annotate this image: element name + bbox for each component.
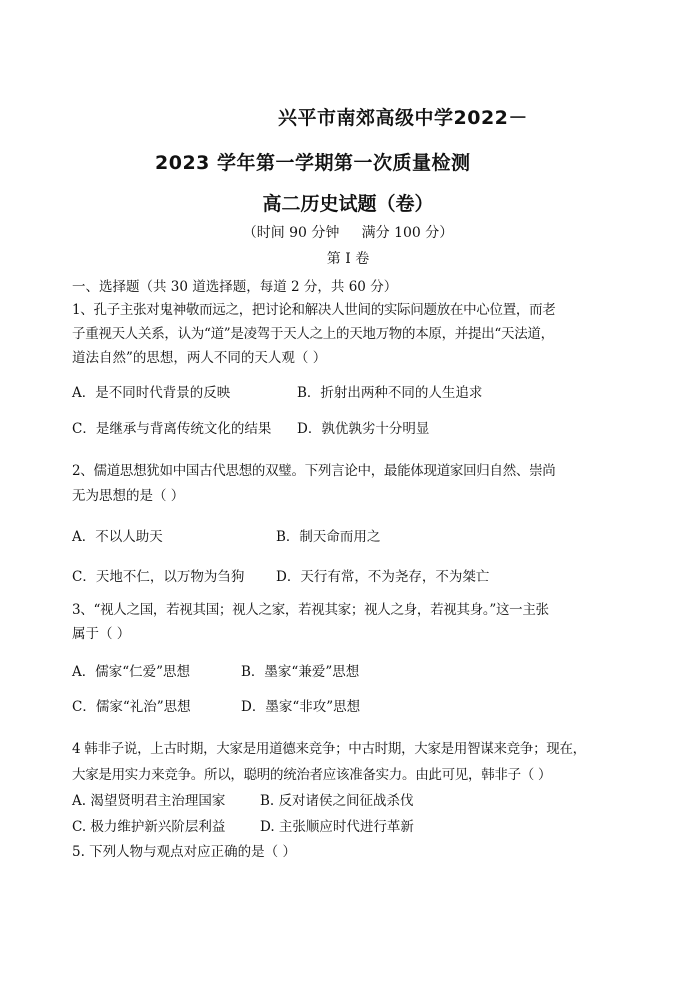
question-4-option-d: D. 主张顺应时代进行革新 [260,819,414,835]
question-4-option-c: C. 极力维护新兴阶层利益 [72,819,226,835]
question-1-option-c: C．是继承与背离传统文化的结果 [72,421,272,437]
question-2-line-2: 无为思想的是（ ） [72,488,185,504]
question-3-line-2: 属于（ ） [72,626,131,642]
question-5-line-1: 5. 下列人物与观点对应正确的是（ ） [72,844,296,860]
section-heading: 一、选择题（共 30 道选择题，每道 2 分，共 60 分） [72,279,398,295]
question-2-option-d: D．天行有常，不为尧存，不为桀亡 [276,569,490,585]
question-4-option-b: B. 反对诸侯之间征战杀伐 [260,793,414,809]
question-2-option-a: A．不以人助天 [72,529,163,545]
question-3-option-b: B．墨家“兼爱”思想 [241,664,360,680]
question-1-line-1: 1、孔子主张对鬼神敬而远之，把讨论和解决人世间的实际问题放在中心位置，而老 [72,302,556,318]
question-4-line-2: 大家是用实力来竞争。所以，聪明的统治者应该准备实力。由此可见，韩非子（ ） [72,767,552,783]
question-2-option-b: B．制天命而用之 [276,529,381,545]
question-3-option-d: D．墨家“非攻”思想 [241,699,361,715]
volume-label: 第 I 卷 [326,251,370,267]
page-title-line3: 高二历史试题（卷） [262,193,434,215]
question-3-line-1: 3、“视人之国，若视其国；视人之家，若视其家；视人之身，若视其身。”这一主张 [72,602,549,618]
question-1-option-d: D．孰优孰劣十分明显 [297,421,430,437]
question-4-line-1: 4 韩非子说，上古时期，大家是用道德来竞争；中古时期，大家是用智谋来竞争；现在， [72,741,586,757]
question-2-option-c: C．天地不仁，以万物为刍狗 [72,569,245,585]
page-title-line2: 2023 学年第一学期第一次质量检测 [155,152,471,174]
question-1-line-2: 子重视天人关系，认为“道”是凌驾于天人之上的天地万物的本原，并提出“天法道， [72,326,554,342]
question-2-line-1: 2、儒道思想犹如中国古代思想的双璧。下列言论中，最能体现道家回归自然、崇尚 [72,463,556,479]
exam-time-info: （时间 90 分钟 满分 100 分） [242,225,454,241]
page-title-line1: 兴平市南郊高级中学2022－ [278,107,528,129]
question-3-option-a: A．儒家“仁爱”思想 [72,664,191,680]
question-3-option-c: C．儒家“礼治”思想 [72,699,191,715]
question-1-option-a: A．是不同时代背景的反映 [72,385,231,401]
question-1-option-b: B．折射出两种不同的人生追求 [297,385,483,401]
question-4-option-a: A. 渴望贤明君主治理国家 [72,793,226,809]
question-1-line-3: 道法自然”的思想，两人不同的天人观（ ） [72,350,327,366]
